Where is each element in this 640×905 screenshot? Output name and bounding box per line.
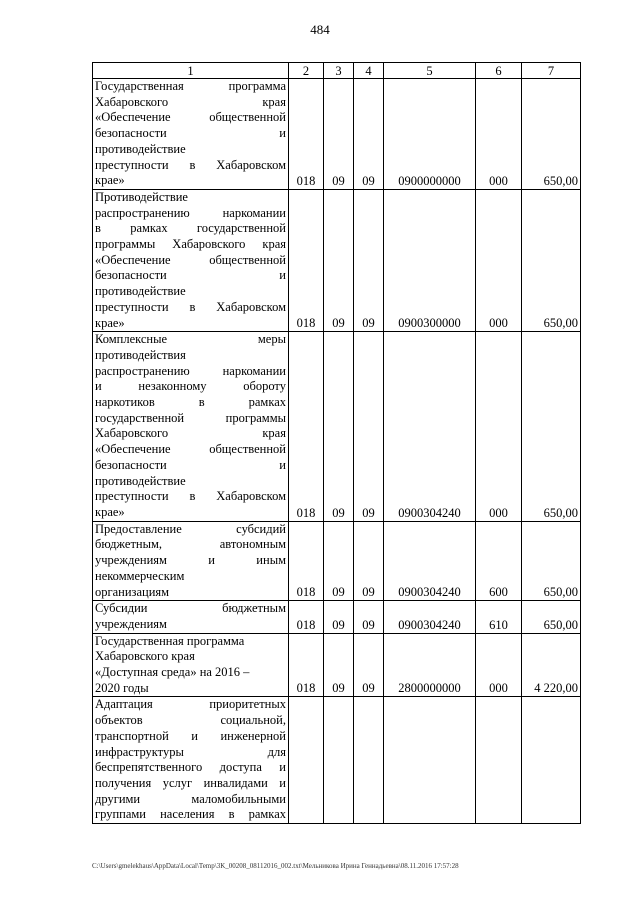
budget-table — [92, 62, 581, 824]
table-row — [93, 189, 581, 331]
row-amount: 650,00 — [522, 521, 581, 601]
header-col-6: 6 — [476, 63, 522, 79]
table-row — [93, 79, 581, 190]
footer-file-path: C:\Users\gmelekhaus\AppData\Local\Temp\3K_00208_08112016_002.txt\Мельникова Ирина Геннадьевна\08.11.2016 17:57:28 — [92, 862, 459, 870]
row-ministry: 018 — [289, 189, 324, 331]
row-section: 09 — [324, 633, 354, 697]
header-col-3: 3 — [324, 63, 354, 79]
row-target-article: 0900304240 — [384, 521, 476, 601]
row-expense-type: 000 — [476, 633, 522, 697]
table-row — [93, 633, 581, 697]
row-target-article — [384, 697, 476, 824]
row-ministry: 018 — [289, 332, 324, 521]
row-expense-type: 610 — [476, 601, 522, 633]
row-target-article: 2800000000 — [384, 633, 476, 697]
row-subsection: 09 — [354, 189, 384, 331]
row-section: 09 — [324, 332, 354, 521]
row-subsection: 09 — [354, 332, 384, 521]
header-col-1: 1 — [93, 63, 289, 79]
row-section: 09 — [324, 601, 354, 633]
row-amount: 650,00 — [522, 601, 581, 633]
row-section — [324, 697, 354, 824]
row-subsection: 09 — [354, 601, 384, 633]
row-section: 09 — [324, 521, 354, 601]
row-amount: 4 220,00 — [522, 633, 581, 697]
row-target-article: 0900304240 — [384, 601, 476, 633]
row-expense-type — [476, 697, 522, 824]
header-col-2: 2 — [289, 63, 324, 79]
row-ministry: 018 — [289, 521, 324, 601]
header-row — [93, 63, 581, 79]
page-number: 484 — [310, 22, 330, 37]
row-name: Государственная программа Хабаровского края «Обеспечение общественной безопасности и противодействие преступности в Хабаровском крае» — [93, 79, 289, 190]
row-target-article: 0900000000 — [384, 79, 476, 190]
row-expense-type: 000 — [476, 189, 522, 331]
row-name: Предоставление субсидий бюджетным, автономным учреждениям и иным некоммерческим организациям — [93, 521, 289, 601]
row-ministry — [289, 697, 324, 824]
row-expense-type: 000 — [476, 332, 522, 521]
row-subsection: 09 — [354, 521, 384, 601]
header-col-4: 4 — [354, 63, 384, 79]
table-row — [93, 332, 581, 521]
row-subsection — [354, 697, 384, 824]
row-subsection: 09 — [354, 79, 384, 190]
row-name: Противодействие распространению наркомании в рамках государственной программы Хабаровского края «Обеспечение общественной безопасности и противодействие преступности в Хабаровском крае» — [93, 189, 289, 331]
row-amount: 650,00 — [522, 79, 581, 190]
row-ministry: 018 — [289, 601, 324, 633]
row-subsection: 09 — [354, 633, 384, 697]
row-name: Государственная программа Хабаровского края «Доступная среда» на 2016 – 2020 годы — [93, 633, 289, 697]
row-name: Субсидии бюджетным учреждениям — [93, 601, 289, 633]
table-row — [93, 601, 581, 633]
table-row — [93, 697, 581, 824]
header-col-7: 7 — [522, 63, 581, 79]
row-ministry: 018 — [289, 79, 324, 190]
row-expense-type: 600 — [476, 521, 522, 601]
row-amount: 650,00 — [522, 189, 581, 331]
row-amount — [522, 697, 581, 824]
row-section: 09 — [324, 79, 354, 190]
row-amount: 650,00 — [522, 332, 581, 521]
row-section: 09 — [324, 189, 354, 331]
row-name: Комплексные меры противодействия распространению наркомании и незаконному обороту наркотиков в рамках государственной программы Хабаровского края «Обеспечение общественной безопасности и противодействие преступности в Хабаровском крае» — [93, 332, 289, 521]
row-target-article: 0900304240 — [384, 332, 476, 521]
header-col-5: 5 — [384, 63, 476, 79]
row-ministry: 018 — [289, 633, 324, 697]
row-name: Адаптация приоритетных объектов социальной, транспортной и инженерной инфраструктуры для беспрепятственного доступа и получения услуг инвалидами и другими маломобильными группами населения в рамках — [93, 697, 289, 824]
row-target-article: 0900300000 — [384, 189, 476, 331]
row-expense-type: 000 — [476, 79, 522, 190]
table-row — [93, 521, 581, 601]
